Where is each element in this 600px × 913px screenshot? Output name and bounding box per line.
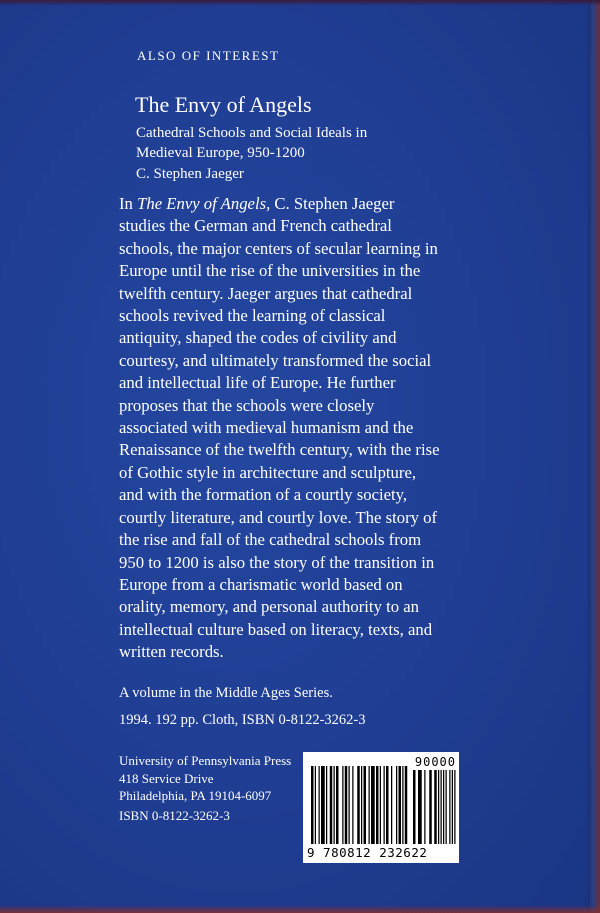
publisher-address xyxy=(119,752,291,805)
barcode-bar xyxy=(342,766,343,844)
barcode-addon-bar xyxy=(418,770,422,844)
publisher-name: University of Pennsylvania Press xyxy=(119,753,292,768)
barcode-bar xyxy=(402,766,403,844)
book-title: The Envy of Angels xyxy=(135,92,312,117)
barcode-bar xyxy=(380,766,381,844)
barcode-addon-bar xyxy=(413,770,416,844)
barcode-bar xyxy=(391,766,392,844)
spine-edge xyxy=(588,0,600,913)
barcode-number: 9 780812 232622 xyxy=(307,845,428,860)
barcode-bar xyxy=(361,766,362,844)
barcode-bar xyxy=(349,766,350,844)
barcode-bar xyxy=(364,766,367,844)
barcode-bar xyxy=(321,766,325,844)
barcode-addon-bar xyxy=(429,770,432,844)
publication-info: 1994. 192 pp. Cloth, ISBN 0-8122-3262-3 xyxy=(119,712,366,728)
barcode-addon-bar xyxy=(441,770,442,844)
barcode-addon-bar xyxy=(438,770,439,844)
barcode-bar xyxy=(352,766,353,844)
also-of-interest-heading: ALSO OF INTEREST xyxy=(137,48,280,63)
subtitle-line-1: Cathedral Schools and Social Ideals in xyxy=(136,125,368,141)
top-edge xyxy=(0,0,600,6)
barcode-addon-number: 90000 xyxy=(414,755,456,769)
barcode-bar xyxy=(357,766,360,844)
barcode-addon-bar xyxy=(446,770,447,844)
description-lead: In xyxy=(119,194,138,213)
isbn-label: ISBN 0-8122-3262-3 xyxy=(119,808,230,823)
barcode-addon-bar xyxy=(424,770,425,844)
barcode-addon-bar xyxy=(449,770,450,844)
barcode-bar xyxy=(311,766,314,844)
book-author: C. Stephen Jaeger xyxy=(136,166,244,182)
barcode-bar xyxy=(399,766,402,844)
barcode-bar xyxy=(376,766,379,844)
barcode-bar xyxy=(405,766,408,844)
barcode-addon-bar xyxy=(443,770,444,844)
series-note: A volume in the Middle Ages Series. xyxy=(119,685,333,701)
barcode-bar xyxy=(386,766,389,844)
bottom-edge xyxy=(0,905,600,913)
description-body: C. Stephen Jaeger studies the German and French cathedral schools, the major centers of secular learning in Europe until the rise of the universities in the twelfth century. Jaeger argues that cathedral schools revived the learning of classical antiquity, shaped the codes of civility and courtesy, and ultimately transformed the social and intellectual life of Europe. He further proposes that the schools were closely associated with medieval humanism and the Renaissance of the twelfth century, with the rise of Gothic style in architecture and sculpture, and with the formation of a courtly society, courtly literature, and courtly love. The story of the rise and fall of the cathedral schools from 950 to 1200 is also the story of the transition in Europe from a charismatic world based on orality, memory, and personal authority to an intellectual culture based on literacy, texts, and written records. xyxy=(119,194,440,662)
barcode-bar xyxy=(315,766,316,844)
barcode-bar xyxy=(384,766,385,844)
barcode-bar xyxy=(336,766,339,844)
barcode-bar xyxy=(369,766,370,844)
barcode xyxy=(303,752,459,863)
barcode-bar xyxy=(396,766,397,844)
barcode-bar xyxy=(319,766,320,844)
barcode-bar xyxy=(371,766,375,844)
barcode-bar xyxy=(326,766,327,844)
publisher-city: Philadelphia, PA 19104-6097 xyxy=(119,788,272,803)
barcode-bar xyxy=(334,766,335,844)
barcode-bar xyxy=(345,766,348,844)
description-italic-title: The Envy of Angels, xyxy=(137,194,271,213)
barcode-addon-bar xyxy=(454,770,455,844)
book-subtitle xyxy=(136,123,436,163)
subtitle-line-2: Medieval Europe, 950-1200 xyxy=(136,145,305,161)
book-description xyxy=(119,193,441,664)
barcode-bar xyxy=(330,766,333,844)
publisher-street: 418 Service Drive xyxy=(119,770,214,786)
barcode-addon-bar xyxy=(452,770,453,844)
barcode-addon-bar xyxy=(434,770,437,844)
